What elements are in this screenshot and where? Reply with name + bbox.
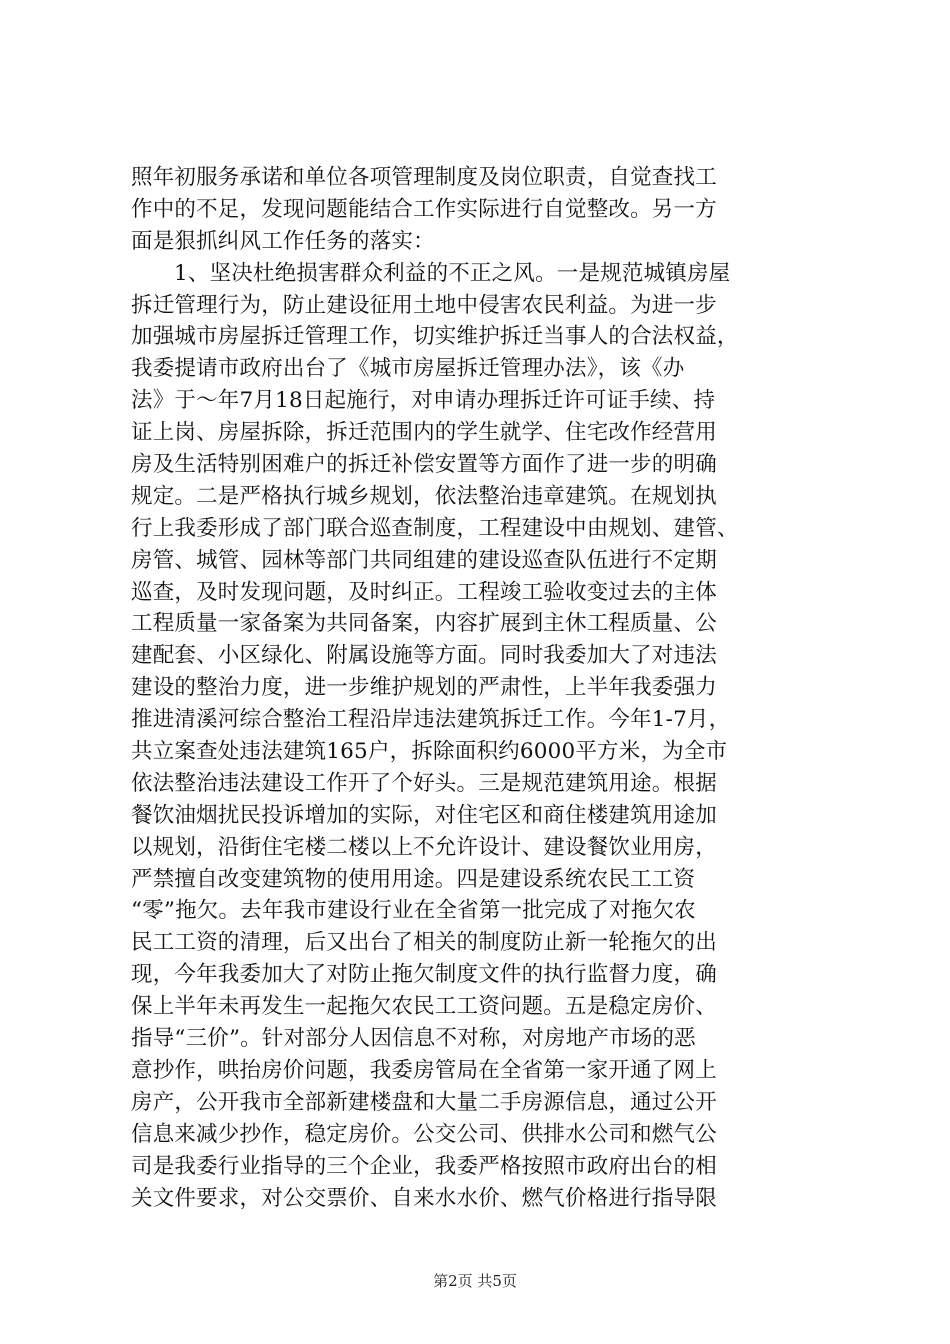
text-line: 司是我委行业指导的三个企业，我委严格按照市政府出台的相	[131, 1153, 717, 1179]
text-line: 房及生活特别困难户的拆迁补偿安置等方面作了进一步的明确	[131, 452, 717, 478]
text-line: 现，今年我委加大了对防止拖欠制度文件的执行监督力度，确	[131, 962, 717, 988]
text-line: 拆迁管理行为，防止建设征用土地中侵害农民利益。为进一步	[131, 292, 717, 318]
text-line: 以规划，沿街住宅楼二楼以上不允许设计、建设餐饮业用房，	[131, 834, 717, 860]
text-line: 关文件要求，对公交票价、自来水水价、燃气价格进行指导限	[131, 1185, 717, 1211]
text-line: 证上岗、房屋拆除，拆迁范围内的学生就学、住宅改作经营用	[131, 420, 717, 446]
text-line: 行上我委形成了部门联合巡查制度，工程建设中由规划、建管、	[131, 515, 739, 541]
text-line: 规定。二是严格执行城乡规划，依法整治违章建筑。在规划执	[131, 483, 717, 509]
page-footer	[0, 1271, 950, 1291]
text-line: “零”拖欠。去年我市建设行业在全省第一批完成了对拖欠农	[131, 898, 696, 924]
text-line: 意抄作，哄抬房价问题，我委房管局在全省第一家开通了网上	[131, 1057, 717, 1083]
text-line: 房管、城管、园林等部门共同组建的建设巡查队伍进行不定期	[131, 547, 717, 573]
text-line: 民工工资的清理，后又出台了相关的制度防止新一轮拖欠的出	[131, 930, 717, 956]
text-line: 保上半年未再发生一起拖欠农民工工资问题。五是稳定房价、	[131, 994, 717, 1020]
text-line: 建配套、小区绿化、附属设施等方面。同时我委加大了对违法	[131, 643, 717, 669]
text-line: 工程质量一家备案为共同备案，内容扩展到主休工程质量、公	[131, 611, 717, 637]
text-line: 房产，公开我市全部新建楼盘和大量二手房源信息，通过公开	[131, 1089, 717, 1115]
text-line: 严禁擅自改变建筑物的使用用途。四是建设系统农民工工资	[131, 866, 696, 892]
text-line: 法》于～年7月18日起施行，对申请办理拆迁许可证手续、持	[131, 388, 716, 414]
page-number: 第2页 共5页	[433, 1272, 517, 1290]
text-line: 推进清溪河综合整治工程沿岸违法建筑拆迁工作。今年1-7月，	[131, 707, 731, 733]
text-line: 指导“三价”。针对部分人因信息不对称，对房地产市场的恶	[131, 1026, 696, 1052]
text-line: 1、坚决杜绝损害群众利益的不正之风。一是规范城镇房屋	[174, 260, 731, 286]
text-line: 巡查，及时发现问题，及时纠正。工程竣工验收变过去的主体	[131, 579, 717, 605]
text-line: 信息来减少抄作，稳定房价。公交公司、供排水公司和燃气公	[131, 1121, 717, 1147]
text-line: 建设的整治力度，进一步维护规划的严肃性，上半年我委强力	[131, 675, 717, 701]
text-line: 依法整治违法建设工作开了个好头。三是规范建筑用途。根据	[131, 770, 717, 796]
text-line: 作中的不足，发现问题能结合工作实际进行自觉整改。另一方	[131, 196, 717, 222]
text-line: 面是狠抓纠风工作任务的落实：	[131, 228, 435, 254]
text-line: 加强城市房屋拆迁管理工作，切实维护拆迁当事人的合法权益，	[131, 324, 739, 350]
text-line: 餐饮油烟扰民投诉增加的实际，对住宅区和商住楼建筑用途加	[131, 802, 717, 828]
text-line: 共立案查处违法建筑165户，拆除面积约6000平方米，为全市	[131, 739, 728, 765]
text-line: 照年初服务承诺和单位各项管理制度及岗位职责，自觉查找工	[131, 165, 717, 190]
body-text	[131, 162, 831, 1214]
text-line: 我委提请市政府出台了《城市房屋拆迁管理办法》，该《办	[131, 356, 685, 382]
